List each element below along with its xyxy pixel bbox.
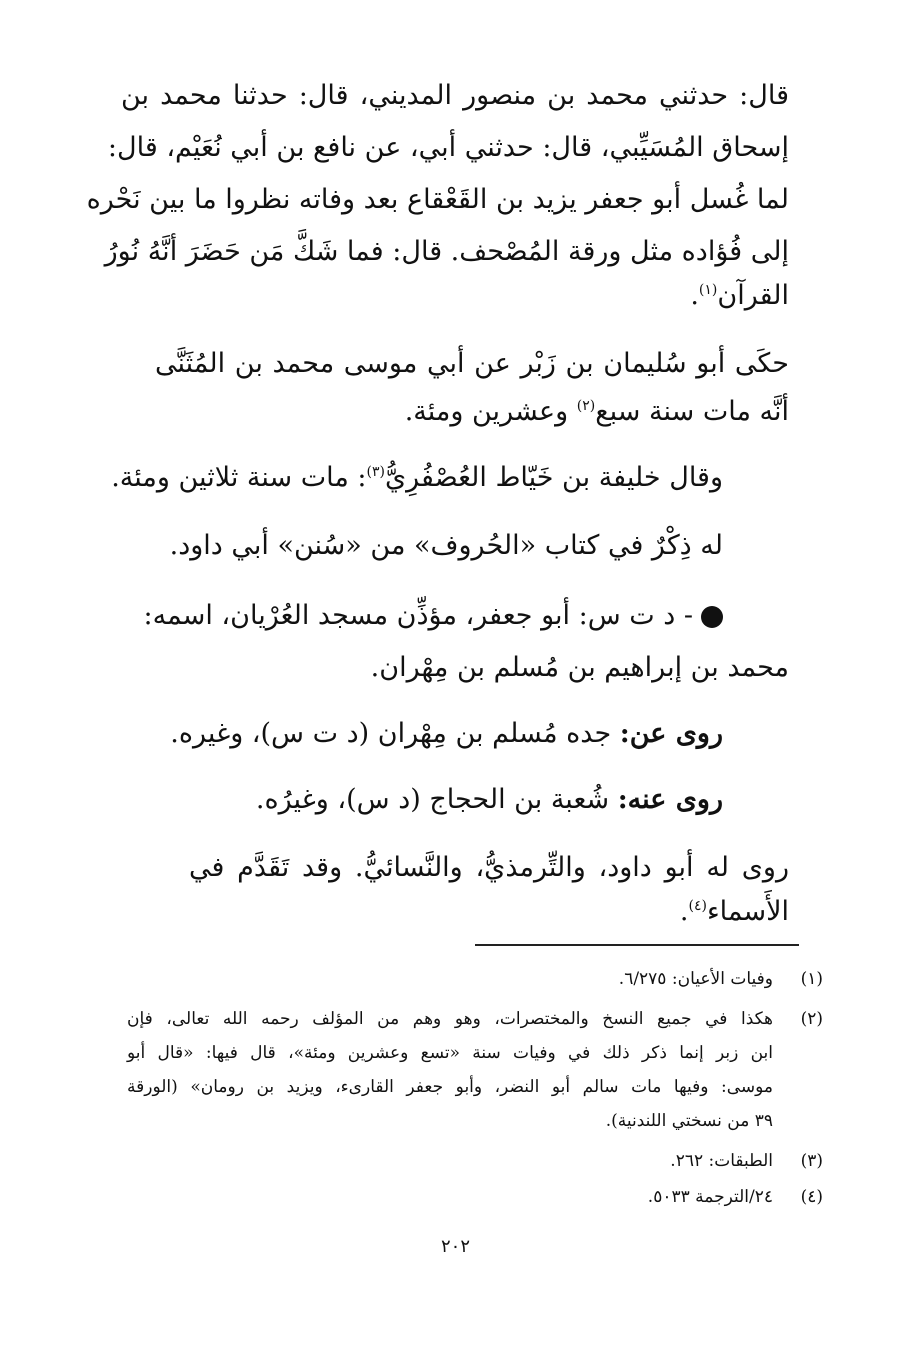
bullet-icon — [701, 606, 723, 628]
footnote-divider — [475, 944, 799, 946]
text-line: محمد بن إبراهيم بن مُسلم بن مِهْران. — [370, 652, 789, 683]
text-fragment: : مات سنة ثلاثين ومئة. — [111, 462, 367, 493]
text-line: روى له أبو داود، والتِّرمذيُّ، والنَّسائيُّ. وقد تَقَدَّم في — [189, 852, 789, 883]
footnote-line: ٢٤/الترجمة ٥٠٣٣. — [647, 1187, 773, 1207]
narrated-from — [170, 714, 723, 754]
footnote-number: (٤) — [800, 1187, 823, 1207]
footnote-number: (٣) — [800, 1151, 823, 1171]
text-line — [123, 596, 723, 636]
text-fragment: الأَسماء — [706, 896, 789, 927]
narrated-by-label: روى عنه: — [617, 784, 723, 815]
paragraph-3 — [111, 458, 723, 498]
footnote-line: الطبقات: ٢٦٢. — [670, 1151, 773, 1171]
footnote-line: ابن زبر إنما ذكر ذلك في وفيات سنة «تسع وعشرين ومئة»، قال فيها: «قال أبو — [127, 1043, 773, 1063]
text-line — [680, 892, 789, 932]
text-line: لما غُسل أبو جعفر يزيد بن القَعْقاع بعد وفاته نظروا ما بين نَحْره — [86, 184, 789, 215]
paragraph-4: له ذِكْرٌ في كتاب «الحُروف» من «سُنن» أبي داود. — [169, 530, 723, 561]
footnote-line: ٣٩ من نسختي اللندنية). — [605, 1111, 773, 1131]
footnote-ref-2: (٢) — [576, 398, 596, 414]
footnote-ref-4: (٤) — [688, 898, 707, 914]
footnote-ref-3: (٣) — [366, 464, 385, 480]
footnote-number: (١) — [800, 969, 823, 989]
narrated-by-text: شُعبة بن الحجاج (د س)، وغيرُه. — [255, 784, 618, 815]
footnote-line: هكذا في جميع النسخ والمختصرات، وهو وهم من المؤلف رحمه الله تعالى، فإن — [127, 1009, 773, 1029]
footnote-line: وفيات الأعيان: ٦/٢٧٥. — [618, 969, 773, 989]
narrated-by — [256, 780, 723, 820]
text-fragment: وعشرين ومئة. — [404, 396, 577, 427]
text-line: حكَى أبو سُليمان بن زَبْر عن أبي موسى محمد بن المُثَنَّى — [155, 348, 789, 379]
text-line: إلى فُؤاده مثل ورقة المُصْحف. قال: فما شَكَّ مَن حَضَرَ أنَّهُ نُورُ — [104, 236, 789, 267]
text-fragment: وقال خليفة بن خَيّاط العُصْفُرِيُّ — [385, 462, 723, 493]
text-line: إسحاق المُسَيِّبي، قال: حدثني أبي، عن نافع بن أبي نُعَيْم، قال: — [107, 132, 789, 163]
footnote-ref-1: (١) — [698, 282, 718, 298]
footnote-line: موسى: وفيها مات سالم أبو النضر، وأبو جعفر القارىء، ويزيد بن رومان» (الورقة — [127, 1077, 773, 1097]
narrated-from-text: جده مُسلم بن مِهْران (د ت س)، وغيره. — [170, 718, 620, 749]
page-number: ٢٠٢ — [440, 1236, 470, 1257]
text-line — [405, 392, 789, 432]
text-line: قال: حدثني محمد بن منصور المديني، قال: حدثنا محمد بن — [121, 80, 789, 111]
narrated-from-label: روى عن: — [619, 718, 723, 749]
text-line — [690, 276, 789, 316]
text-fragment: القرآن — [717, 280, 789, 311]
footnote-number: (٢) — [800, 1009, 823, 1029]
text-fragment: . — [679, 896, 689, 927]
text-fragment: أنَّه مات سنة سبع — [595, 396, 789, 427]
text-fragment: . — [690, 280, 699, 311]
entry-title: - د ت س: أبو جعفر، مؤذِّن مسجد العُرْيان، اسمه: — [143, 600, 693, 631]
